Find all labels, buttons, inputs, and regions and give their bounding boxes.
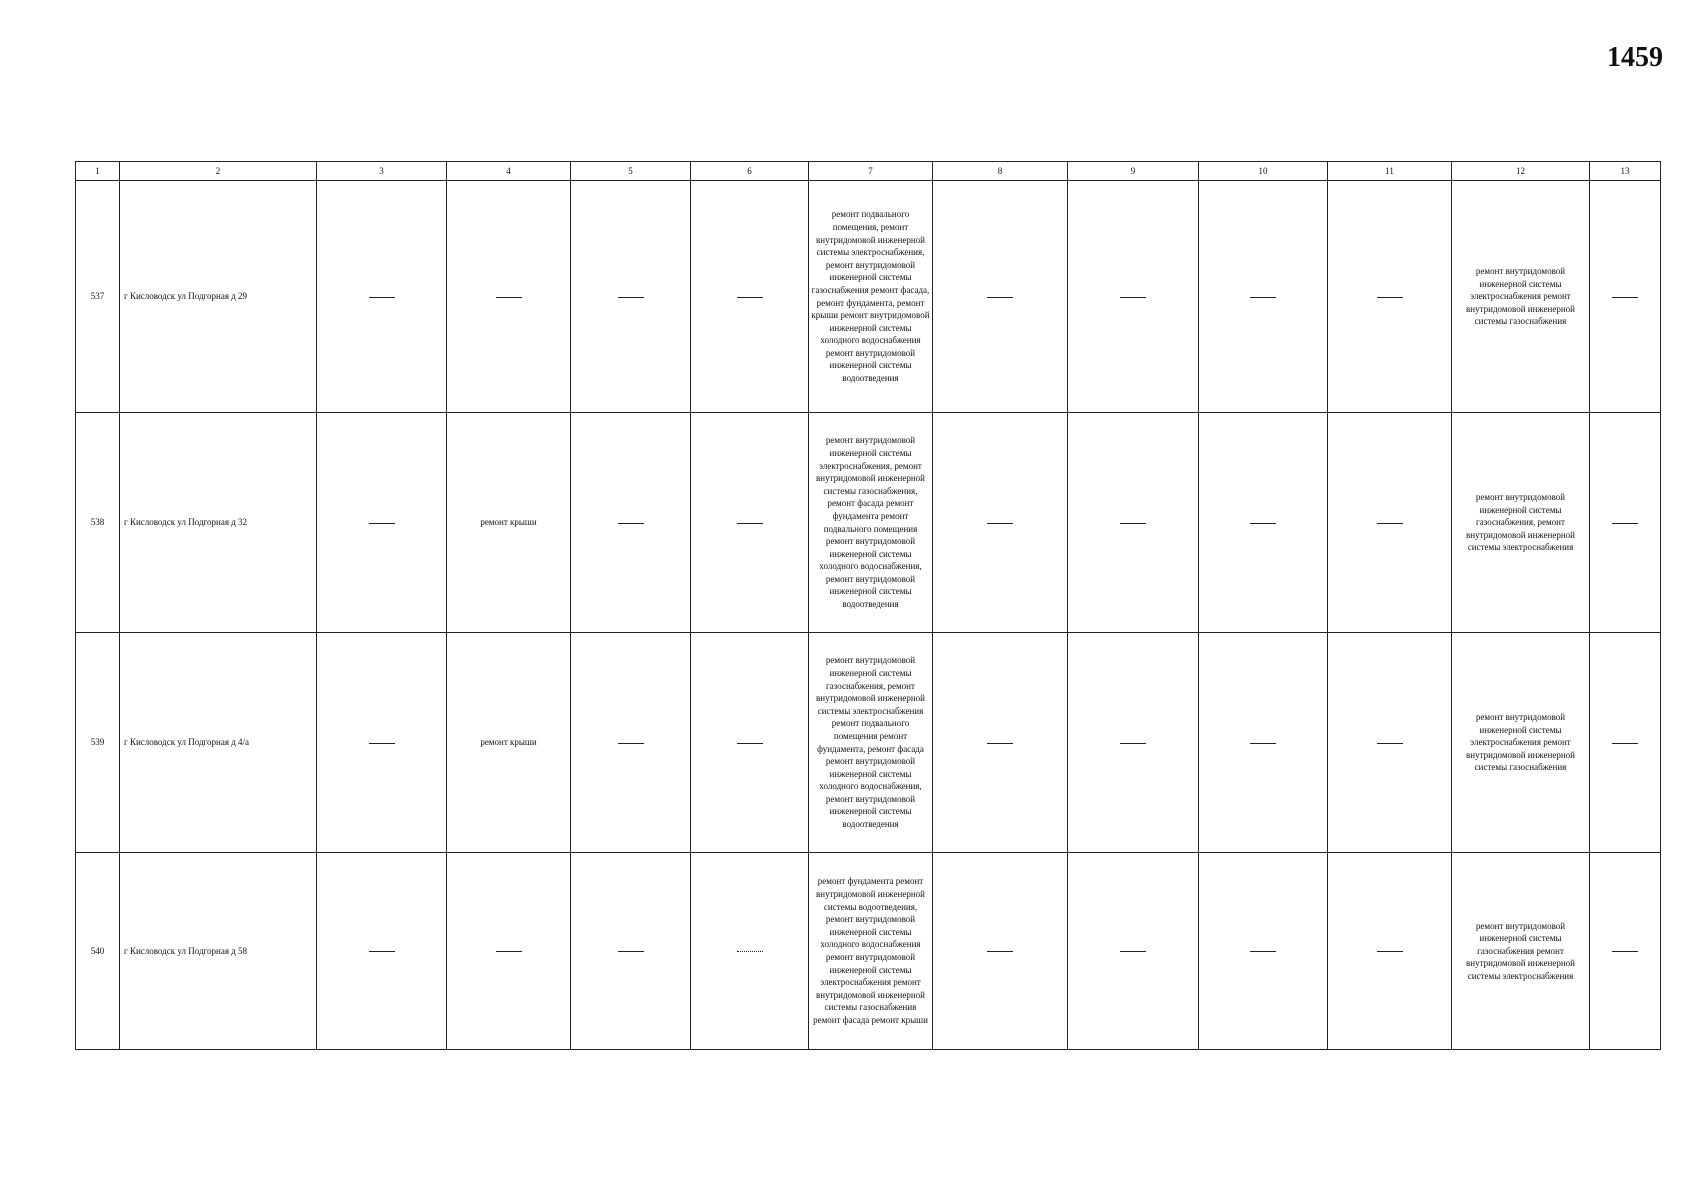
- column-header: 1: [76, 162, 120, 181]
- empty-cell: [1068, 181, 1199, 413]
- dash-mark: [737, 951, 763, 952]
- row-address: г Кисловодск ул Подгорная д 29: [120, 181, 317, 413]
- empty-cell: [571, 633, 691, 853]
- empty-cell: [317, 181, 447, 413]
- dash-mark: [496, 951, 522, 952]
- dash-mark: [1250, 951, 1276, 952]
- dash-mark: [1120, 297, 1146, 298]
- column-header: 6: [691, 162, 809, 181]
- row-number: 540: [76, 853, 120, 1050]
- roof-repair-cell: ремонт крыши: [447, 633, 571, 853]
- dash-mark: [1377, 743, 1403, 744]
- planned-works: ремонт внутридомовой инженерной системы электроснабжения, ремонт внутридомовой инженерной системы газоснабжения, ремонт фасада ремонт фундамента ремонт подвального помещения ремонт внутридомовой инженерной системы холодного водоснабжения, ремонт внутридомовой инженерной системы водоотведения: [809, 413, 933, 633]
- empty-cell: [317, 413, 447, 633]
- empty-cell: [1199, 181, 1328, 413]
- dash-mark: [1612, 743, 1638, 744]
- repair-schedule-table: [75, 161, 1661, 1050]
- dash-mark: [1377, 951, 1403, 952]
- empty-cell: [1328, 413, 1452, 633]
- empty-cell: [447, 181, 571, 413]
- dash-mark: [1377, 297, 1403, 298]
- dash-mark: [737, 523, 763, 524]
- empty-cell: [1068, 853, 1199, 1050]
- table-row: [76, 853, 1661, 1050]
- column-header: 3: [317, 162, 447, 181]
- dash-mark: [1612, 523, 1638, 524]
- empty-cell: [1590, 413, 1661, 633]
- page-number: 1459: [1607, 42, 1663, 73]
- dash-mark: [496, 297, 522, 298]
- column-header: 13: [1590, 162, 1661, 181]
- empty-cell: [447, 853, 571, 1050]
- dash-mark: [369, 743, 395, 744]
- empty-cell: [933, 181, 1068, 413]
- table-row: [76, 413, 1661, 633]
- empty-cell: [933, 633, 1068, 853]
- column-header: 4: [447, 162, 571, 181]
- column-header: 12: [1452, 162, 1590, 181]
- empty-cell: [1068, 633, 1199, 853]
- planned-works-col12: ремонт внутридомовой инженерной системы электроснабжения ремонт внутридомовой инженерной системы газоснабжения: [1452, 633, 1590, 853]
- empty-cell: [691, 633, 809, 853]
- planned-works-col12: ремонт внутридомовой инженерной системы газоснабжения ремонт внутридомовой инженерной системы электроснабжения: [1452, 853, 1590, 1050]
- dash-mark: [369, 523, 395, 524]
- dash-mark: [987, 951, 1013, 952]
- empty-cell: [1199, 853, 1328, 1050]
- dash-mark: [1612, 297, 1638, 298]
- column-header: 5: [571, 162, 691, 181]
- empty-cell: [691, 853, 809, 1050]
- dash-mark: [1120, 743, 1146, 744]
- empty-cell: [691, 181, 809, 413]
- dash-mark: [369, 297, 395, 298]
- dash-mark: [1250, 297, 1276, 298]
- empty-cell: [1590, 181, 1661, 413]
- empty-cell: [1328, 853, 1452, 1050]
- row-number: 538: [76, 413, 120, 633]
- empty-cell: [317, 633, 447, 853]
- planned-works-col12: ремонт внутридомовой инженерной системы газоснабжения, ремонт внутридомовой инженерной системы электроснабжения: [1452, 413, 1590, 633]
- dash-mark: [1120, 523, 1146, 524]
- roof-repair-cell: ремонт крыши: [447, 413, 571, 633]
- dash-mark: [987, 297, 1013, 298]
- dash-mark: [1250, 743, 1276, 744]
- dash-mark: [618, 743, 644, 744]
- empty-cell: [691, 413, 809, 633]
- dash-mark: [618, 523, 644, 524]
- row-number: 539: [76, 633, 120, 853]
- column-header: 9: [1068, 162, 1199, 181]
- empty-cell: [1199, 633, 1328, 853]
- column-header: 2: [120, 162, 317, 181]
- header-row: [76, 162, 1661, 181]
- empty-cell: [1590, 853, 1661, 1050]
- empty-cell: [1328, 181, 1452, 413]
- row-address: г Кисловодск ул Подгорная д 58: [120, 853, 317, 1050]
- dash-mark: [1612, 951, 1638, 952]
- table-row: [76, 633, 1661, 853]
- empty-cell: [933, 413, 1068, 633]
- empty-cell: [933, 853, 1068, 1050]
- dash-mark: [987, 523, 1013, 524]
- empty-cell: [1328, 633, 1452, 853]
- table-row: [76, 181, 1661, 413]
- dash-mark: [618, 951, 644, 952]
- empty-cell: [571, 413, 691, 633]
- dash-mark: [737, 743, 763, 744]
- empty-cell: [1590, 633, 1661, 853]
- table-header: [76, 162, 1661, 181]
- empty-cell: [571, 853, 691, 1050]
- dash-mark: [1120, 951, 1146, 952]
- planned-works: ремонт фундамента ремонт внутридомовой инженерной системы водоотведения, ремонт внутридомовой инженерной системы холодного водоснабжения ремонт внутридомовой инженерной системы электроснабжения ремонт внутридомовой инженерной системы газоснабжения ремонт фасада ремонт крыши: [809, 853, 933, 1050]
- empty-cell: [1068, 413, 1199, 633]
- dash-mark: [737, 297, 763, 298]
- empty-cell: [571, 181, 691, 413]
- planned-works: ремонт внутридомовой инженерной системы газоснабжения, ремонт внутридомовой инженерной системы электроснабжения ремонт подвального помещения ремонт фундамента, ремонт фасада ремонт внутридомовой инженерной системы холодного водоснабжения, ремонт внутридомовой инженерной системы водоотведения: [809, 633, 933, 853]
- planned-works-col12: ремонт внутридомовой инженерной системы электроснабжения ремонт внутридомовой инженерной системы газоснабжения: [1452, 181, 1590, 413]
- row-number: 537: [76, 181, 120, 413]
- dash-mark: [1250, 523, 1276, 524]
- empty-cell: [317, 853, 447, 1050]
- column-header: 10: [1199, 162, 1328, 181]
- column-header: 7: [809, 162, 933, 181]
- row-address: г Кисловодск ул Подгорная д 32: [120, 413, 317, 633]
- row-address: г Кисловодск ул Подгорная д 4/а: [120, 633, 317, 853]
- dash-mark: [618, 297, 644, 298]
- dash-mark: [987, 743, 1013, 744]
- dash-mark: [1377, 523, 1403, 524]
- dash-mark: [369, 951, 395, 952]
- planned-works: ремонт подвального помещения, ремонт внутридомовой инженерной системы электроснабжения, ремонт внутридомовой инженерной системы газоснабжения ремонт фасада, ремонт фундамента, ремонт крыши ремонт внутридомовой инженерной системы холодного водоснабжения ремонт внутридомовой инженерной системы водоотведения: [809, 181, 933, 413]
- empty-cell: [1199, 413, 1328, 633]
- column-header: 8: [933, 162, 1068, 181]
- column-header: 11: [1328, 162, 1452, 181]
